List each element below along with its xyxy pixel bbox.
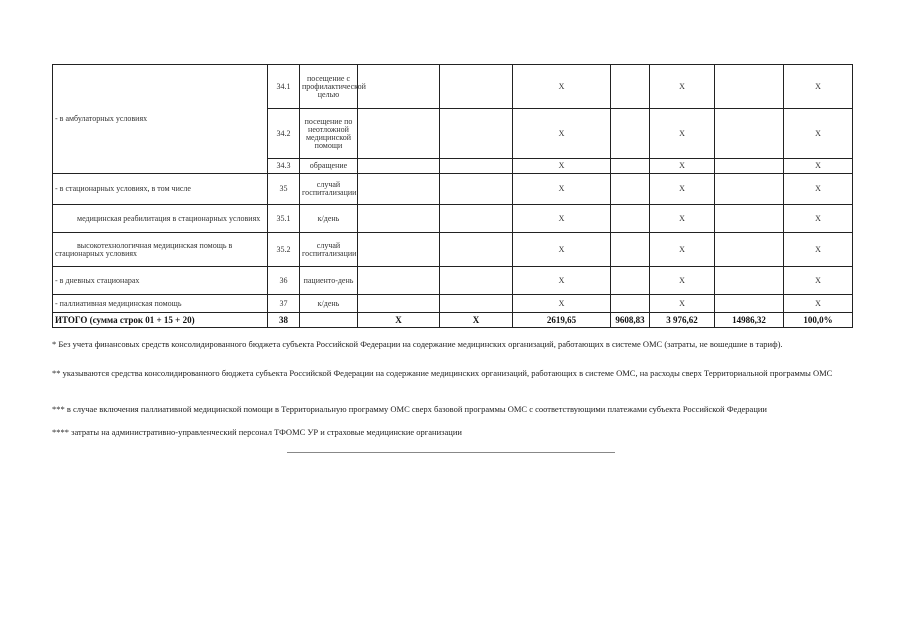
- value-cell: [440, 295, 513, 313]
- row-label: медицинская реабилитация в стационарных условиях: [53, 205, 268, 233]
- value-cell: X: [784, 295, 853, 313]
- row-label: - в амбулаторных условиях: [53, 65, 268, 174]
- value-cell: [715, 267, 784, 295]
- value-cell: [715, 159, 784, 174]
- total-cell: 14986,32: [715, 313, 784, 328]
- value-cell: [440, 267, 513, 295]
- unit-cell: посещение по неотложной медицинской помощи: [300, 109, 358, 159]
- footnote-3: *** в случае включения паллиативной медицинской помощи в Территориальную программу ОМС сверх базовой программы ОМС с соответствующими платежами субъекта Российской Федерации: [52, 404, 767, 414]
- value-cell: X: [513, 267, 611, 295]
- value-cell: [358, 295, 440, 313]
- value-cell: [440, 174, 513, 205]
- value-cell: X: [513, 159, 611, 174]
- value-cell: X: [784, 233, 853, 267]
- row-label: - в стационарных условиях, в том числе: [53, 174, 268, 205]
- unit-cell: посещение с профилактической целью: [300, 65, 358, 109]
- value-cell: [440, 109, 513, 159]
- value-cell: [440, 233, 513, 267]
- row-number: 35.2: [268, 233, 300, 267]
- table-row: [53, 174, 853, 205]
- row-number: 34.1: [268, 65, 300, 109]
- table-row: [53, 267, 853, 295]
- value-cell: [358, 65, 440, 109]
- table-row: [53, 295, 853, 313]
- value-cell: X: [784, 205, 853, 233]
- value-cell: [611, 109, 650, 159]
- row-number: 36: [268, 267, 300, 295]
- unit-cell: [300, 313, 358, 328]
- value-cell: [611, 65, 650, 109]
- row-number: 34.2: [268, 109, 300, 159]
- row-number: 35.1: [268, 205, 300, 233]
- total-cell: 2619,65: [513, 313, 611, 328]
- unit-cell: случай госпитализации: [300, 233, 358, 267]
- value-cell: X: [513, 65, 611, 109]
- value-cell: [715, 109, 784, 159]
- total-cell: 3 976,62: [650, 313, 715, 328]
- value-cell: [440, 159, 513, 174]
- value-cell: [358, 267, 440, 295]
- value-cell: [611, 233, 650, 267]
- total-cell: 100,0%: [784, 313, 853, 328]
- value-cell: [611, 159, 650, 174]
- value-cell: X: [784, 65, 853, 109]
- value-cell: [611, 174, 650, 205]
- row-label: - в дневных стационарах: [53, 267, 268, 295]
- value-cell: [358, 233, 440, 267]
- value-cell: X: [650, 174, 715, 205]
- value-cell: X: [784, 109, 853, 159]
- value-cell: [440, 205, 513, 233]
- value-cell: [358, 109, 440, 159]
- total-cell: X: [358, 313, 440, 328]
- value-cell: [358, 159, 440, 174]
- value-cell: X: [784, 174, 853, 205]
- value-cell: X: [650, 233, 715, 267]
- value-cell: X: [513, 295, 611, 313]
- value-cell: X: [650, 159, 715, 174]
- unit-cell: случай госпитализации: [300, 174, 358, 205]
- row-number: 35: [268, 174, 300, 205]
- total-label: ИТОГО (сумма строк 01 + 15 + 20): [53, 313, 268, 328]
- value-cell: [358, 174, 440, 205]
- value-cell: X: [513, 205, 611, 233]
- row-number: 37: [268, 295, 300, 313]
- value-cell: X: [650, 109, 715, 159]
- value-cell: X: [784, 267, 853, 295]
- table-row: [53, 65, 853, 109]
- value-cell: [440, 65, 513, 109]
- value-cell: [611, 295, 650, 313]
- row-number: 34.3: [268, 159, 300, 174]
- table-row: [53, 233, 853, 267]
- footnote-1: * Без учета финансовых средств консолидированного бюджета субъекта Российской Федерации на содержание медицинских организаций, работающих в системе ОМС (затраты, не вошедшие в тариф).: [52, 339, 783, 349]
- unit-cell: к/день: [300, 295, 358, 313]
- value-cell: [358, 205, 440, 233]
- value-cell: X: [513, 174, 611, 205]
- value-cell: X: [650, 205, 715, 233]
- value-cell: [715, 205, 784, 233]
- signature-line: [287, 452, 615, 453]
- value-cell: X: [650, 267, 715, 295]
- row-label: - паллиативная медицинская помощь: [53, 295, 268, 313]
- value-cell: [715, 65, 784, 109]
- footnote-2: ** указываются средства консолидированного бюджета субъекта Российской Федерации на содержание медицинских организаций, работающих в системе ОМС, на расходы сверх Территориальной программы ОМС: [52, 368, 833, 378]
- row-label: высокотехнологичная медицинская помощь в стационарных условиях: [53, 233, 268, 267]
- unit-cell: обращение: [300, 159, 358, 174]
- value-cell: [715, 295, 784, 313]
- total-row-number: 38: [268, 313, 300, 328]
- value-cell: [611, 267, 650, 295]
- cost-table: [52, 64, 853, 328]
- unit-cell: к/день: [300, 205, 358, 233]
- value-cell: X: [650, 65, 715, 109]
- total-cell: X: [440, 313, 513, 328]
- value-cell: X: [513, 109, 611, 159]
- value-cell: [715, 174, 784, 205]
- value-cell: X: [650, 295, 715, 313]
- unit-cell: пациенто-день: [300, 267, 358, 295]
- footnote-4: **** затраты на административно-управленческий персонал ТФОМС УР и страховые медицинские организации: [52, 427, 462, 437]
- value-cell: [715, 233, 784, 267]
- table-row: [53, 205, 853, 233]
- total-cell: 9608,83: [611, 313, 650, 328]
- total-row: [53, 313, 853, 328]
- value-cell: X: [784, 159, 853, 174]
- value-cell: X: [513, 233, 611, 267]
- value-cell: [611, 205, 650, 233]
